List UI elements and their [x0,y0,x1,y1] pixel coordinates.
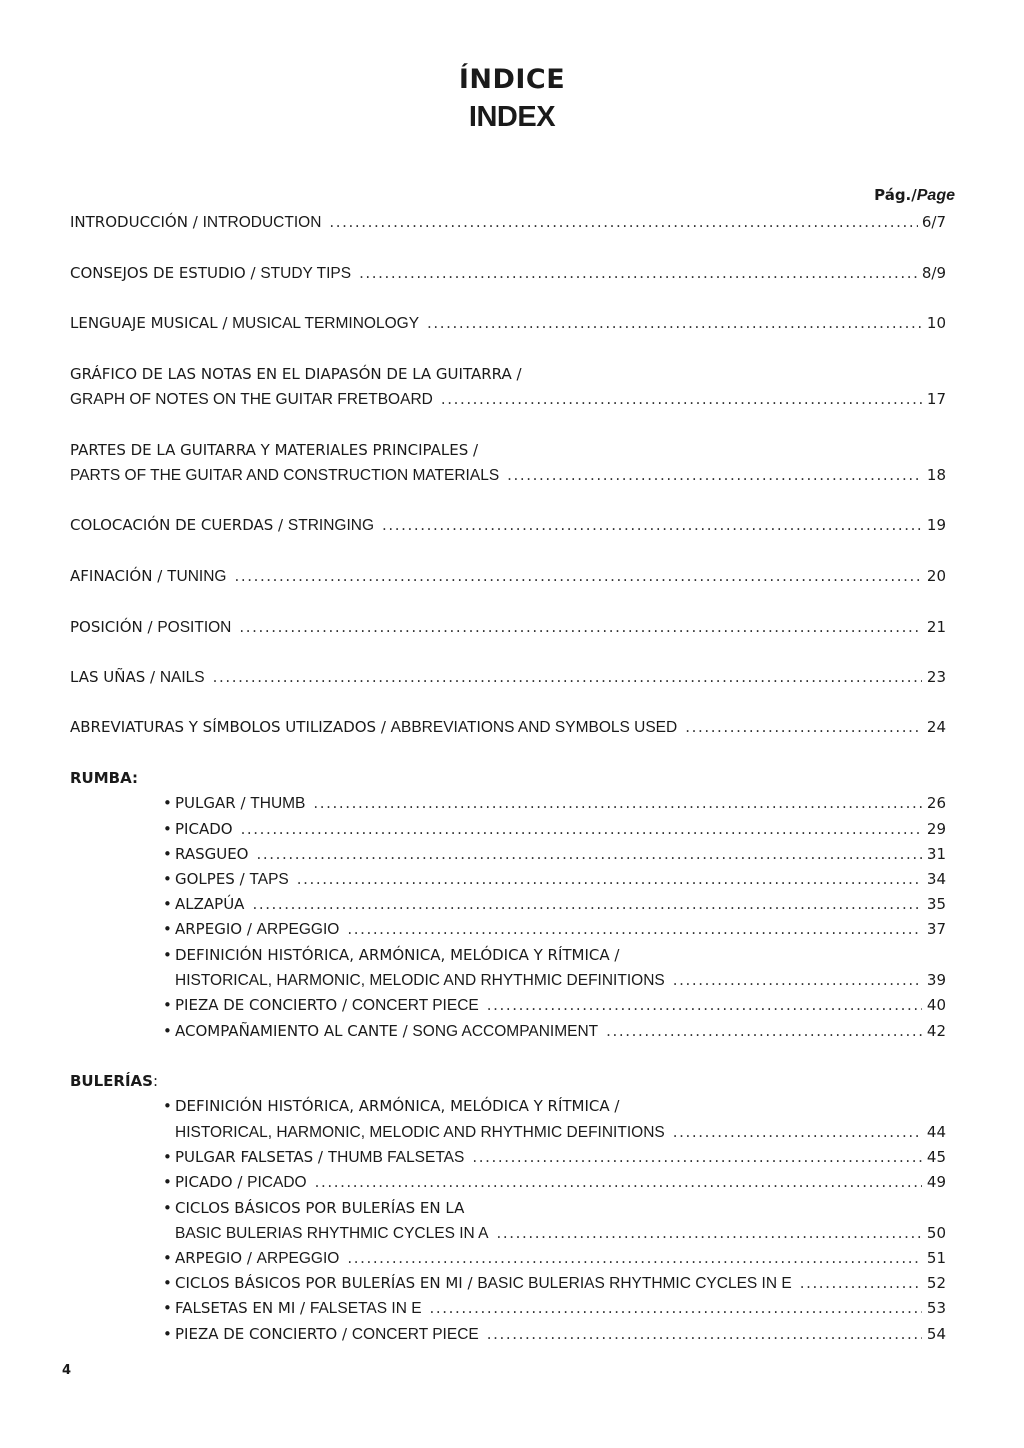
toc-entry [70,566,946,587]
toc-entry [70,263,946,284]
entry-title-en: INTRODUCTION [202,214,322,231]
dot-leader [347,1248,922,1268]
entry-page: 6/7 [921,213,946,231]
dot-leader [213,667,922,687]
toc-subentry [163,995,946,1016]
page-number: 4 [62,1363,72,1378]
entry-title-es: CICLOS BÁSICOS POR BULERÍAS EN MI / [175,1274,478,1292]
entry-page: 50 [926,1224,946,1242]
entry-title-line1: PARTES DE LA GUITARRA Y MATERIALES PRINCIPALES / [70,441,479,459]
bullet-icon: • [163,1299,172,1317]
entry-page: 20 [926,567,946,585]
entry-title-es: ARPEGIO / [175,920,257,938]
toc-subentry [163,1021,946,1042]
entry-page: 19 [926,516,946,534]
entry-title-line1-text: CICLOS BÁSICOS POR BULERÍAS EN LA [175,1199,465,1217]
toc-subentry [163,1248,946,1269]
toc-entry [70,667,946,688]
bullet-icon: • [163,996,172,1014]
dot-leader [606,1021,922,1041]
entry-title-es: ACOMPAÑAMIENTO AL CANTE / [175,1022,413,1040]
subentry-title-line1 [163,945,619,965]
entry-title-en: STRINGING [287,517,375,534]
dot-leader [252,894,922,914]
entry-title-en: GRAPH OF NOTES ON THE GUITAR FRETBOARD [70,391,433,408]
entry-title-en: HISTORICAL, HARMONIC, MELODIC AND RHYTHMIC DEFINITIONS [175,972,665,989]
entry-title-en: TUNING [167,568,227,585]
toc-subentry [163,1172,946,1193]
bullet-icon: • [163,1274,172,1292]
entry-title-en: TAPS [249,871,289,888]
entry-title-es: ABREVIATURAS Y SÍMBOLOS UTILIZADOS / [70,718,391,736]
entry-title-en: BASIC BULERIAS RHYTHMIC CYCLES IN E [477,1275,792,1292]
entry-title-en: PARTS OF THE GUITAR AND CONSTRUCTION MATERIALS [70,467,500,484]
page-column-label-sep: / [911,186,917,204]
entry-title-en: SONG ACCOMPANIMENT [412,1023,599,1040]
subentry-title-line1 [163,1198,464,1218]
dot-leader [241,819,922,839]
entry-title-en: THUMB [250,795,306,812]
page-column-label [874,186,955,205]
entry-page: 49 [926,1173,946,1191]
bullet-icon: • [163,1022,172,1040]
entry-title-en: ARPEGGIO [256,1250,340,1267]
bullet-icon: • [163,820,172,838]
entry-title-en: HISTORICAL, HARMONIC, MELODIC AND RHYTHMIC DEFINITIONS [175,1124,665,1141]
toc-entry [70,212,946,233]
bullet-icon: • [163,845,172,863]
bullet-icon: • [163,1249,172,1267]
entry-page: 42 [926,1022,946,1040]
toc-entry [70,717,946,738]
entry-title-en: STUDY TIPS [260,265,352,282]
dot-leader [234,566,922,586]
entry-title-es: PIEZA DE CONCIERTO / [175,1325,352,1343]
dot-leader [673,1122,922,1142]
entry-title-en: THUMB FALSETAS [327,1149,465,1166]
toc-entry [70,389,946,410]
entry-page: 54 [926,1325,946,1343]
entry-title-es: INTRODUCCIÓN / [70,213,203,231]
entry-title-es: AFINACIÓN / [70,567,168,585]
bullet-icon: • [163,1097,172,1115]
bullet-icon: • [163,1199,172,1217]
entry-title-es: PULGAR FALSETAS / [175,1148,328,1166]
entry-page: 31 [926,845,946,863]
dot-leader [487,995,922,1015]
subentry-title-line1 [163,1096,619,1116]
dot-leader [239,617,922,637]
page-column-label-en: Page [916,187,955,204]
entry-title-en: ABBREVIATIONS AND SYMBOLS USED [390,719,678,736]
bullet-icon: • [163,920,172,938]
toc-subentry [163,894,946,915]
entry-title-en: ARPEGGIO [256,921,340,938]
entry-title-en: BASIC BULERIAS RHYTHMIC CYCLES IN A [175,1225,489,1242]
toc-subentry [163,1147,946,1168]
toc-subentry [163,970,946,991]
dot-leader [313,793,922,813]
entry-page: 40 [926,996,946,1014]
dot-leader [685,717,922,737]
toc-entry [70,465,946,486]
dot-leader [472,1147,922,1167]
entry-title-en: FALSETAS IN E [309,1300,422,1317]
dot-leader [487,1324,922,1344]
entry-title-line1-text: DEFINICIÓN HISTÓRICA, ARMÓNICA, MELÓDICA Y RÍTMICA / [175,1097,620,1115]
entry-page: 23 [926,668,946,686]
dot-leader [497,1223,922,1243]
entry-title-es: PICADO / [175,1173,248,1191]
dot-leader [347,919,922,939]
section-heading-rumba [70,768,138,788]
entry-title-line1: GRÁFICO DE LAS NOTAS EN EL DIAPASÓN DE LA GUITARRA / [70,365,522,383]
toc-entry [70,515,946,536]
dot-leader [430,1298,922,1318]
toc-subentry [163,1122,946,1143]
entry-title-es: POSICIÓN / [70,618,158,636]
dot-leader [329,212,917,232]
dot-leader [315,1172,922,1192]
toc-subentry [163,1324,946,1345]
dot-leader [297,869,922,889]
entry-page: 35 [926,895,946,913]
bullet-icon: • [163,870,172,888]
toc-subentry [163,793,946,814]
entry-page: 10 [926,314,946,332]
bullet-icon: • [163,946,172,964]
dot-leader [427,313,922,333]
entry-title-es: LENGUAJE MUSICAL / [70,314,233,332]
entry-page: 8/9 [921,264,946,282]
toc-subentry [163,1223,946,1244]
entry-page: 18 [926,466,946,484]
entry-page: 34 [926,870,946,888]
entry-title-es: CONSEJOS DE ESTUDIO / [70,264,261,282]
entry-title-en: PICADO [247,1174,307,1191]
bullet-icon: • [163,794,172,812]
page-title-spanish: ÍNDICE [458,64,566,95]
bullet-icon: • [163,1148,172,1166]
entry-page: 39 [926,971,946,989]
entry-title-en: CONCERT PIECE [351,997,479,1014]
entry-title-en: MUSICAL TERMINOLOGY [232,315,420,332]
entry-title-es: ARPEGIO / [175,1249,257,1267]
dot-leader [441,389,922,409]
toc-subentry [163,869,946,890]
section-heading-text: RUMBA: [70,769,138,787]
entry-page: 24 [926,718,946,736]
entry-page: 52 [926,1274,946,1292]
entry-title-es: ALZAPÚA [175,895,245,913]
entry-page: 45 [926,1148,946,1166]
bullet-icon: • [163,1325,172,1343]
entry-title-es: GOLPES / [175,870,250,888]
toc-subentry [163,819,946,840]
section-heading-text: BULERÍAS [70,1072,153,1090]
toc-subentry [163,1298,946,1319]
entry-title-es: LAS UÑAS / [70,668,160,686]
entry-title-line1-text: DEFINICIÓN HISTÓRICA, ARMÓNICA, MELÓDICA Y RÍTMICA / [175,946,620,964]
dot-leader [256,844,922,864]
entry-title-es: PULGAR / [175,794,251,812]
entry-title-en: POSITION [157,619,232,636]
section-heading-bulerias [70,1071,158,1091]
bullet-icon: • [163,1173,172,1191]
toc-subentry [163,844,946,865]
entry-title-en: NAILS [159,669,205,686]
entry-page: 37 [926,920,946,938]
entry-title-es: COLOCACIÓN DE CUERDAS / [70,516,288,534]
bullet-icon: • [163,895,172,913]
dot-leader [359,263,918,283]
entry-title-es: PICADO [175,820,233,838]
entry-title-es: PIEZA DE CONCIERTO / [175,996,352,1014]
dot-leader [507,465,922,485]
dot-leader [673,970,922,990]
entry-title-en: CONCERT PIECE [351,1326,479,1343]
entry-title-es: FALSETAS EN MI / [175,1299,310,1317]
entry-page: 53 [926,1299,946,1317]
page-column-label-es: Pág. [874,186,912,204]
entry-page: 51 [926,1249,946,1267]
toc-entry [70,313,946,334]
dot-leader [382,515,922,535]
entry-page: 21 [926,618,946,636]
toc-subentry [163,1273,946,1294]
entry-title-es: RASGUEO [175,845,249,863]
entry-page: 26 [926,794,946,812]
toc-subentry [163,919,946,940]
entry-page: 17 [926,390,946,408]
dot-leader [800,1273,922,1293]
toc-entry [70,617,946,638]
entry-page: 44 [926,1123,946,1141]
page-title-english: INDEX [468,101,556,133]
entry-page: 29 [926,820,946,838]
section-heading-colon: : [152,1072,159,1090]
